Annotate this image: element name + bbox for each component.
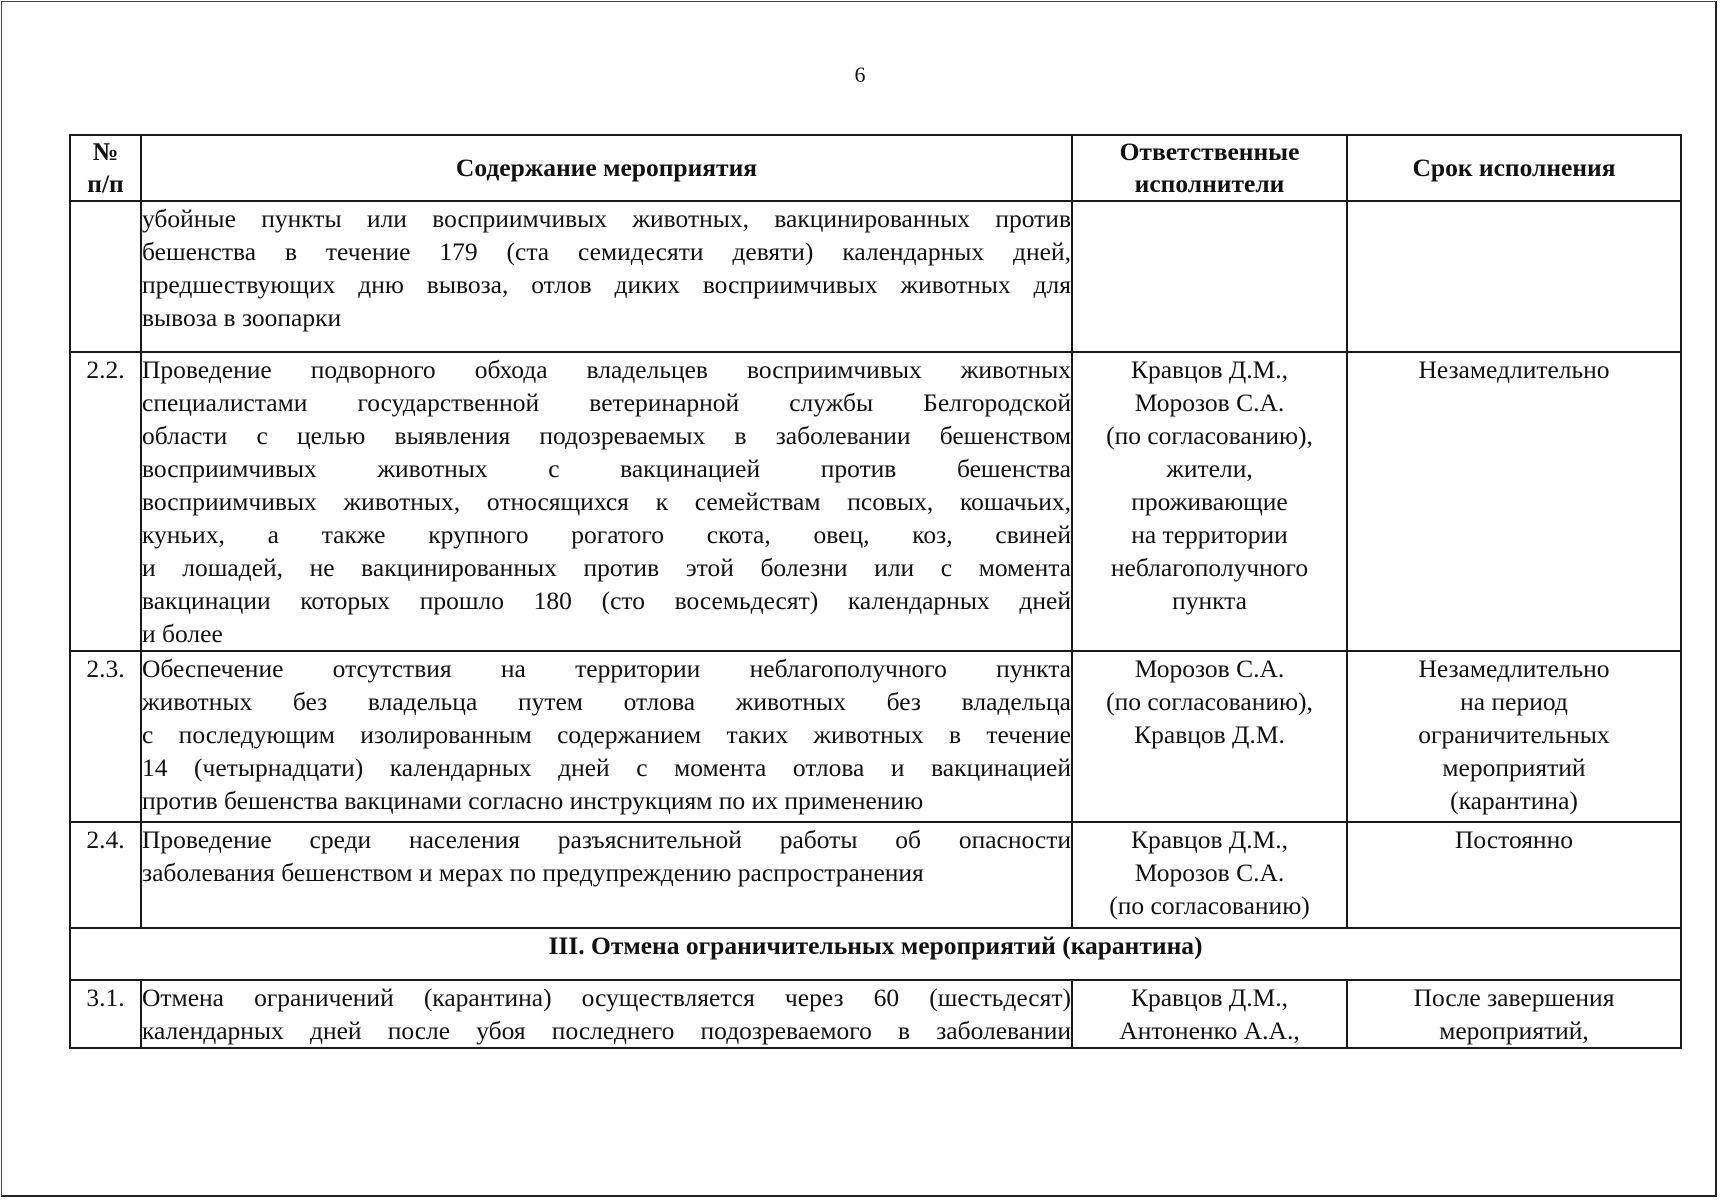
responsible-line: (по согласованию)	[1109, 891, 1310, 920]
content-line: заболевания бешенством и мерах по предупреждению распространения	[142, 858, 924, 887]
table-row	[70, 201, 1681, 352]
table-row	[70, 822, 1681, 928]
responsible-line: жители,	[1166, 454, 1253, 483]
row-deadline	[1347, 651, 1681, 822]
deadline-line: Незамедлительно	[1418, 355, 1610, 384]
row-deadline	[1347, 352, 1681, 651]
header-num-symbol: №	[92, 137, 119, 166]
responsible-line: на территории	[1131, 520, 1288, 549]
header-responsible	[1072, 135, 1347, 201]
content-line: бешенства в течение 179 (ста семидесяти девяти) календарных дней,	[142, 237, 1071, 266]
row-number	[70, 201, 141, 352]
deadline-line: (карантина)	[1450, 786, 1578, 815]
row-content	[141, 980, 1072, 1048]
row-content	[141, 822, 1072, 928]
deadline-line: После завершения	[1413, 983, 1615, 1012]
responsible-line: пункта	[1172, 586, 1247, 615]
table-row	[70, 352, 1681, 651]
responsible-line: (по согласованию),	[1106, 687, 1313, 716]
table-header-row	[70, 135, 1681, 201]
content-line: и более	[142, 619, 223, 648]
row-responsible	[1072, 980, 1347, 1048]
row-responsible	[1072, 352, 1347, 651]
responsible-line: проживающие	[1131, 487, 1288, 516]
responsible-line: неблагополучного	[1110, 553, 1309, 582]
content-line: убойные пункты или восприимчивых животных, вакцинированных против	[142, 204, 1071, 233]
content-line: Проведение подворного обхода владельцев восприимчивых животных	[142, 355, 1071, 384]
responsible-line: Кравцов Д.М.,	[1130, 355, 1289, 384]
content-line: животных без владельца путем отлова животных без владельца	[142, 687, 1071, 716]
responsible-line: Морозов С.А.	[1134, 654, 1285, 683]
responsible-line: Кравцов Д.М.	[1134, 720, 1285, 749]
row-content	[141, 352, 1072, 651]
content-line: 14 (четырнадцати) календарных дней с момента отлова и вакцинацией	[142, 753, 1071, 782]
content-line: и лошадей, не вакцинированных против этой болезни или с момента	[142, 553, 1071, 582]
content-line: с последующим изолированным содержанием таких животных в течение	[142, 720, 1071, 749]
content-line: предшествующих дню вывоза, отлов диких восприимчивых животных для	[142, 270, 1071, 299]
table-row	[70, 980, 1681, 1048]
deadline-line: мероприятий	[1442, 753, 1586, 782]
content-line: восприимчивых животных, относящихся к семействам псовых, кошачьих,	[142, 487, 1071, 516]
section-title: III. Отмена ограничительных мероприятий (карантина)	[70, 928, 1681, 980]
content-line: Проведение среди населения разъяснительной работы об опасности	[142, 825, 1071, 854]
activities-table	[69, 134, 1682, 1049]
row-number: 2.4.	[70, 822, 141, 928]
responsible-line: Кравцов Д.М.,	[1130, 983, 1289, 1012]
row-number: 2.3.	[70, 651, 141, 822]
row-responsible	[1072, 201, 1347, 352]
deadline-line: на период	[1460, 687, 1568, 716]
deadline-line: мероприятий,	[1439, 1016, 1589, 1045]
content-line: против бешенства вакцинами согласно инструкциям по их применению	[142, 786, 924, 815]
header-num-label: п/п	[87, 169, 124, 198]
deadline-line: Незамедлительно	[1418, 654, 1610, 683]
responsible-line: Морозов С.А.	[1134, 858, 1285, 887]
row-content	[141, 651, 1072, 822]
row-responsible	[1072, 651, 1347, 822]
header-responsible-line-1: Ответственные	[1119, 137, 1300, 166]
content-line: вакцинации которых прошло 180 (сто восемьдесят) календарных дней	[142, 586, 1071, 615]
row-number: 2.2.	[70, 352, 141, 651]
header-num	[70, 135, 141, 201]
content-line: Обеспечение отсутствия на территории неблагополучного пункта	[142, 654, 1071, 683]
content-line: Отмена ограничений (карантина) осуществляется через 60 (шестьдесят)	[142, 983, 1071, 1012]
responsible-line: (по согласованию),	[1106, 421, 1313, 450]
row-responsible	[1072, 822, 1347, 928]
content-line: области с целью выявления подозреваемых в заболевании бешенством	[142, 421, 1071, 450]
responsible-line: Кравцов Д.М.,	[1130, 825, 1289, 854]
header-responsible-line-2: исполнители	[1134, 169, 1285, 198]
table-row	[70, 651, 1681, 822]
row-content	[141, 201, 1072, 352]
header-deadline: Срок исполнения	[1347, 135, 1681, 201]
deadline-line: Постоянно	[1455, 825, 1573, 854]
table-body	[70, 201, 1681, 1048]
content-line: специалистами государственной ветеринарной службы Белгородской	[142, 388, 1071, 417]
content-line: календарных дней после убоя последнего подозреваемого в заболевании	[142, 1016, 1071, 1045]
page-number: 6	[854, 62, 866, 87]
row-deadline	[1347, 201, 1681, 352]
section-row	[70, 928, 1681, 980]
row-deadline	[1347, 980, 1681, 1048]
responsible-line: Антоненко А.А.,	[1119, 1016, 1300, 1045]
header-content: Содержание мероприятия	[141, 135, 1072, 201]
deadline-line: ограничительных	[1418, 720, 1610, 749]
content-line: вывоза в зоопарки	[142, 303, 342, 332]
content-line: восприимчивых животных с вакцинацией против бешенства	[142, 454, 1071, 483]
content-line: куньих, а также крупного рогатого скота, овец, коз, свиней	[142, 520, 1071, 549]
row-number: 3.1.	[70, 980, 141, 1048]
responsible-line: Морозов С.А.	[1134, 388, 1285, 417]
row-deadline	[1347, 822, 1681, 928]
